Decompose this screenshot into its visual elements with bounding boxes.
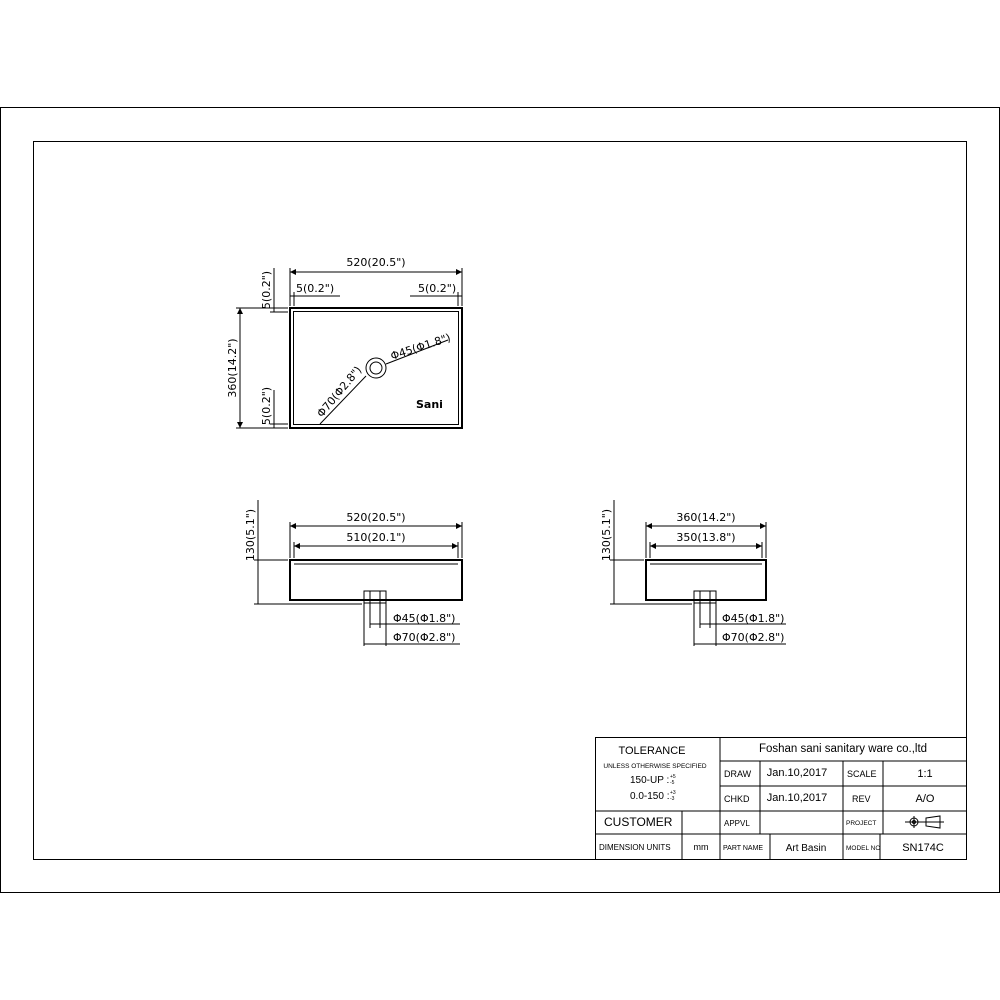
top-margin-top-dim: 5(0.2"): [260, 270, 273, 310]
dimension-units-value: mm: [693, 842, 709, 852]
brand-logo: Sani: [416, 398, 443, 411]
part-name-value: Art Basin: [785, 843, 827, 854]
side-height-dim: 130(5.1"): [600, 508, 613, 562]
drain-outer-circle: [366, 358, 386, 378]
customer-label: CUSTOMER: [604, 815, 673, 829]
tolerance-150-up-plus: +5: [670, 774, 676, 780]
tolerance-150-up-minus: -5: [670, 780, 675, 786]
front-inner-width-dim: 510(20.1"): [346, 531, 406, 544]
front-drain-pipe: [364, 591, 386, 603]
unless-specified-label: UNLESS OTHERWISE SPECIFIED: [603, 763, 707, 770]
basin-outline-front: [290, 560, 462, 600]
chkd-label: CHKD: [724, 794, 750, 804]
draw-date: Jan.10,2017: [766, 767, 828, 779]
top-width-dim: 520(20.5"): [346, 256, 406, 269]
drain-inner-circle: [370, 362, 382, 374]
scale-value: 1:1: [917, 768, 933, 780]
front-height-dim: 130(5.1"): [244, 508, 257, 562]
front-width-dim: 520(20.5"): [346, 511, 406, 524]
tolerance-label: TOLERANCE: [618, 745, 686, 757]
company-name: Foshan sani sanitary ware co.,ltd: [758, 743, 928, 755]
top-drain-inner-dim: Φ45(Φ1.8"): [388, 331, 453, 363]
scale-label: SCALE: [847, 769, 877, 779]
chkd-date: Jan.10,2017: [766, 792, 828, 804]
top-margin-left-dim: 5(0.2"): [296, 282, 335, 295]
side-view: [600, 500, 786, 646]
project-label: PROJECT: [846, 820, 877, 827]
front-view: [244, 500, 462, 646]
tolerance-150-up: 150-UP :: [630, 775, 670, 786]
side-drain-inner-dim: Φ45(Φ1.8"): [722, 612, 785, 625]
side-drain-outer-dim: Φ70(Φ2.8"): [722, 631, 785, 644]
basin-outline-side: [646, 560, 766, 600]
model-no-label: MODEL NO: [846, 845, 881, 852]
front-drain-outer-dim: Φ70(Φ2.8"): [393, 631, 456, 644]
projection-symbol-icon: [905, 816, 944, 828]
title-block: [595, 737, 967, 860]
rev-value: A/O: [915, 793, 935, 805]
tolerance-0-150-plus: +3: [670, 790, 676, 796]
top-margin-bottom-dim: 5(0.2"): [260, 386, 273, 426]
tolerance-0-150-minus: -3: [670, 796, 675, 802]
top-margin-right-dim: 5(0.2"): [418, 282, 457, 295]
side-width-dim: 360(14.2"): [676, 511, 736, 524]
dimension-units-label: DIMENSION UNITS: [599, 843, 671, 852]
appvl-label: APPVL: [724, 819, 750, 828]
side-drain-pipe: [694, 591, 716, 603]
model-no-value: SN174C: [902, 842, 944, 854]
front-drain-inner-dim: Φ45(Φ1.8"): [393, 612, 456, 625]
top-view: [226, 256, 462, 428]
part-name-label: PART NAME: [723, 845, 764, 852]
rev-label: REV: [852, 794, 871, 804]
side-inner-width-dim: 350(13.8"): [676, 531, 736, 544]
top-height-dim: 360(14.2"): [226, 338, 239, 398]
draw-label: DRAW: [724, 769, 752, 779]
top-drain-outer-dim: Φ70(Φ2.8"): [314, 363, 365, 420]
tolerance-0-150: 0.0-150 :: [630, 791, 670, 802]
